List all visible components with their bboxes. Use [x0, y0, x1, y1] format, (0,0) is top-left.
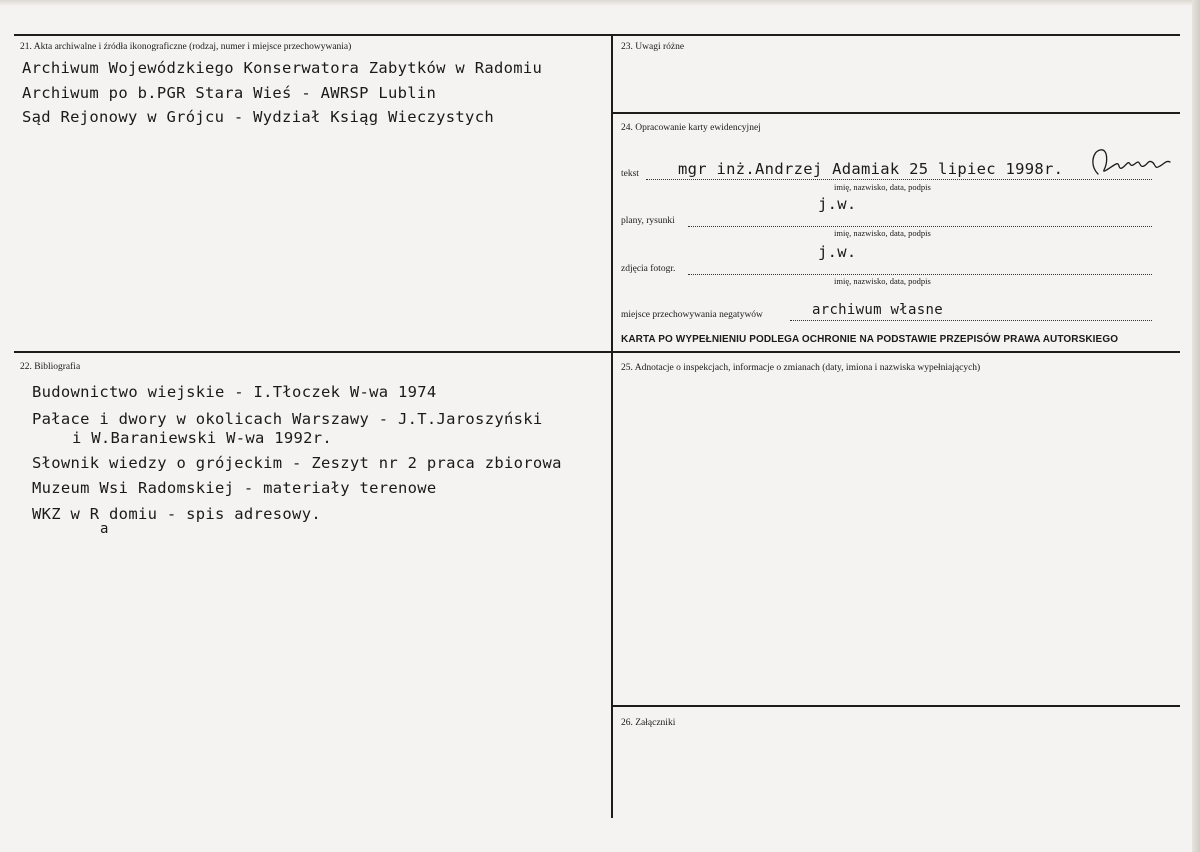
s22-correction-letter: a: [100, 521, 109, 537]
s25-heading: 25. Adnotacje o inspekcjach, informacje o zmianach (daty, imiona i nazwiska wypełniających): [621, 363, 981, 373]
scan-top-edge: [0, 0, 1200, 6]
plany-value: j.w.: [818, 195, 857, 213]
plany-label: plany, rysunki: [621, 216, 675, 226]
s22-line-1: Budownictwo wiejskie - I.Tłoczek W-wa 1974: [32, 383, 437, 401]
s22-line-4: Słownik wiedzy o grójeckim - Zeszyt nr 2 praca zbiorowa: [32, 454, 562, 472]
s22-line-3: i W.Baraniewski W-wa 1992r.: [72, 429, 333, 447]
s23-heading: 23. Uwagi różne: [621, 42, 685, 52]
miejsce-value: archiwum własne: [812, 302, 943, 318]
s22-heading: 22. Bibliografia: [20, 362, 81, 372]
author-signature: [1084, 144, 1174, 180]
tekst-dotted-line: [646, 179, 1152, 180]
tekst-value: mgr inż.Andrzej Adamiak 25 lipiec 1998r.: [678, 160, 1064, 178]
tekst-label: tekst: [621, 169, 639, 179]
column-divider: [611, 34, 613, 818]
s26-top-rule: [612, 705, 1180, 707]
caption-tekst: imię, nazwisko, data, podpis: [834, 182, 931, 192]
s23-bottom-rule: [612, 112, 1180, 114]
s21-line-2: Archiwum po b.PGR Stara Wieś - AWRSP Lublin: [22, 84, 437, 102]
scan-right-edge: [1192, 0, 1200, 852]
miejsce-label: miejsce przechowywania negatywów: [621, 310, 763, 320]
s26-heading: 26. Załączniki: [621, 718, 676, 728]
s22-line-6: WKZ w R domiu - spis adresowy.: [32, 505, 321, 523]
copyright-notice: KARTA PO WYPEŁNIENIU PODLEGA OCHRONIE NA PODSTAWIE PRZEPISÓW PRAWA AUTORSKIEGO: [621, 334, 1119, 345]
s21-line-1: Archiwum Wojewódzkiego Konserwatora Zabytków w Radomiu: [22, 59, 543, 77]
zdjecia-label: zdjęcia fotogr.: [621, 264, 676, 274]
plany-dotted-line: [688, 226, 1152, 227]
zdjecia-value: j.w.: [818, 243, 857, 261]
s22-line-5: Muzeum Wsi Radomskiej - materiały terenowe: [32, 479, 437, 497]
miejsce-dotted-line: [790, 320, 1152, 321]
s22-line-2: Pałace i dwory w okolicach Warszawy - J.T.Jaroszyński: [32, 410, 543, 428]
middle-rule: [14, 351, 1180, 353]
s21-line-3: Sąd Rejonowy w Grójcu - Wydział Ksiąg Wieczystych: [22, 108, 494, 126]
s24-heading: 24. Opracowanie karty ewidencyjnej: [621, 123, 761, 133]
zdjecia-dotted-line: [688, 274, 1152, 275]
s21-heading: 21. Akta archiwalne i źródła ikonograficzne (rodzaj, numer i miejsce przechowywania): [20, 42, 352, 52]
caption-plany: imię, nazwisko, data, podpis: [834, 228, 931, 238]
top-rule: [14, 34, 1180, 36]
caption-zdjecia: imię, nazwisko, data, podpis: [834, 276, 931, 286]
